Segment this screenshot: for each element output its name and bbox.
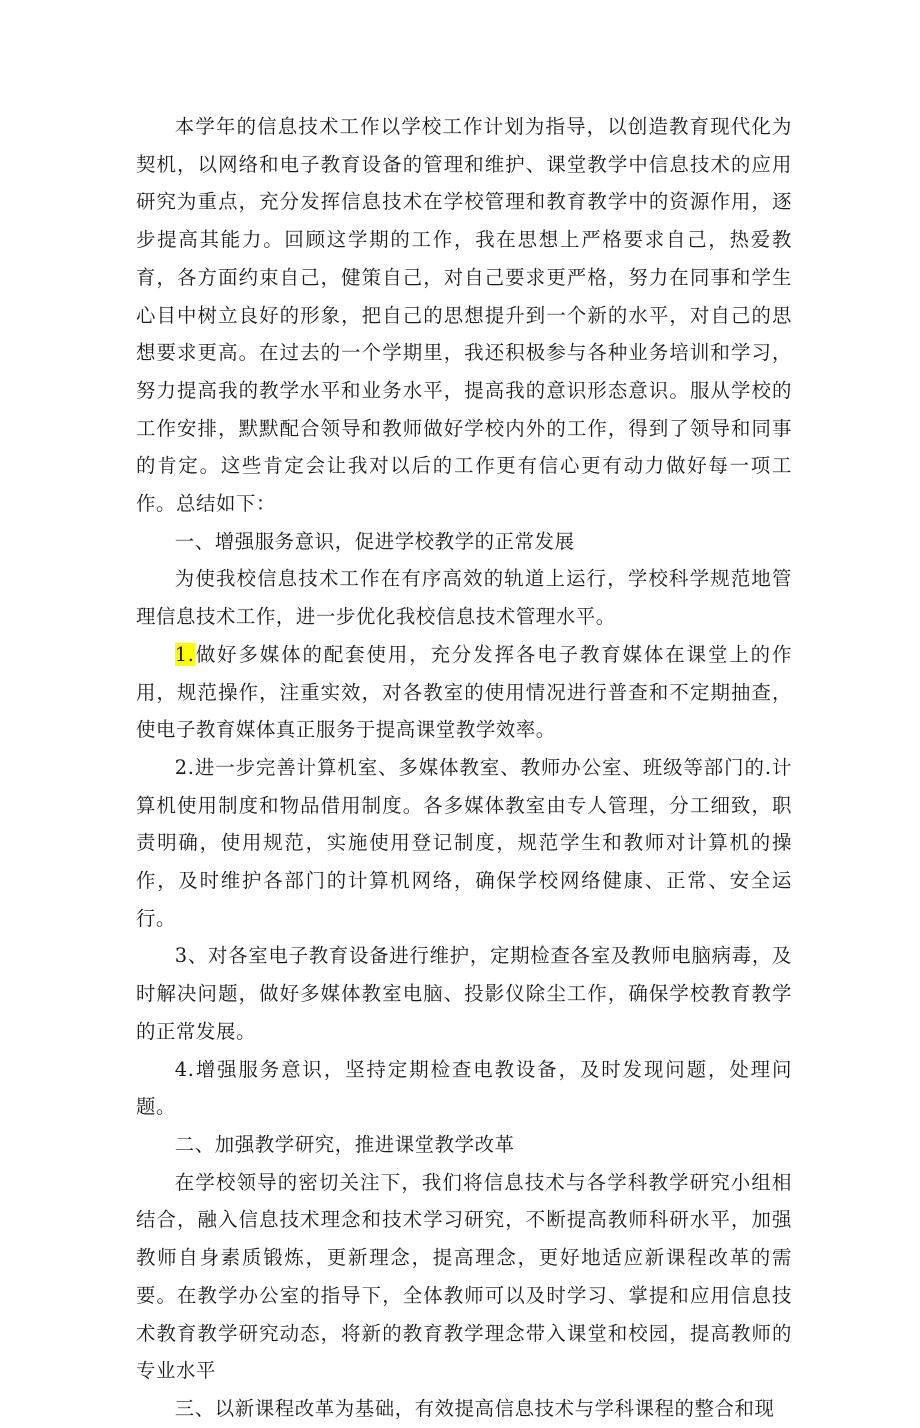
section-heading-1: 一、增强服务意识，促进学校教学的正常发展: [174, 529, 575, 553]
section-heading-3: 三、以新课程改革为基础，有效提高信息技术与学科课程的整合和现: [174, 1396, 775, 1420]
list-item-4: 4.增强服务意识，坚持定期检查电教设备，及时发现问题，处理问题。: [136, 1057, 792, 1119]
list-item-2: 2.进一步完善计算机室、多媒体教室、教师办公室、班级等部门的.计算机使用制度和物品借用制度。各多媒体教室由专人管理，分工细致，职责明确，使用规范，实施使用登记制度，规范学生和教师对计算机的操作，及时维护各部门的计算机网络，确保学校网络健康、正常、安全运行。: [136, 755, 792, 930]
highlighted-item-marker: 1.: [174, 642, 195, 666]
section-heading-2: 二、加强教学研究，推进课堂教学改革: [174, 1132, 515, 1156]
list-item-1: [136, 636, 792, 749]
intro-paragraph: 本学年的信息技术工作以学校工作计划为指导，以创造教育现代化为契机，以网络和电子教育设备的管理和维护、课堂教学中信息技术的应用研究为重点，充分发挥信息技术在学校管理和教育教学中的资源作用，逐步提高其能力。回顾这学期的工作，我在思想上严格要求自己，热爱教育，各方面约束自己，健策自己，对自己要求更严格，努力在同事和学生心目中树立良好的形象，把自己的思想提升到一个新的水平，对自己的思想要求更高。在过去的一个学期里，我还积极参与各种业务培训和学习，努力提高我的教学水平和业务水平，提高我的意识形态意识。服从学校的工作安排，默默配合领导和教师做好学校内外的工作，得到了领导和同事的肯定。这些肯定会让我对以后的工作更有信心更有动力做好每一项工作。总结如下：: [136, 115, 792, 516]
list-item-3: 3、对各室电子教育设备进行维护，定期检查各室及教师电脑病毒，及时解决问题，做好多媒体教室电脑、投影仪除尘工作，确保学校教育教学的正常发展。: [136, 944, 792, 1043]
section-2-paragraph: 在学校领导的密切关注下，我们将信息技术与各学科教学研究小组相结合，融入信息技术理念和技术学习研究，不断提高教师科研水平，加强教师自身素质锻炼，更新理念，提高理念，更好地适应新课程改革的需要。在教学办公室的指导下，全体教师可以及时学习、掌提和应用信息技术教育教学研究动态，将新的教育教学理念带入课堂和校园，提高教师的专业水平: [136, 1170, 792, 1383]
section-1-paragraph: 为使我校信息技术工作在有序高效的轨道上运行，学校科学规范地管理信息技术工作，进一步优化我校信息技术管理水平。: [136, 567, 792, 629]
document-body: [136, 108, 792, 1428]
list-item-1-text: 做好多媒体的配套使用，充分发挥各电子教育媒体在课堂上的作用，规范操作，注重实效，对各教室的使用情况进行普查和不定期抽查，使电子教育媒体真正服务于提高课堂教学效率。: [136, 642, 792, 742]
